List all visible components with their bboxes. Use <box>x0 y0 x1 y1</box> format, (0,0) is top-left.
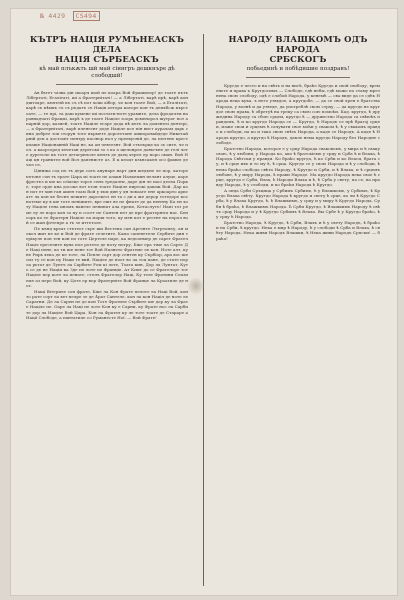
serbian-heading-rule <box>246 77 350 78</box>
serbian-body <box>216 83 380 241</box>
serbian-heading-line2: СРБСКОГЪ <box>269 54 327 64</box>
romanian-paragraph: Пе кънд креат стътеот сърт ши Вестена сан Аргенте Лъгреомеу, ан мокол жит пе ке и Вой де фрате селетите. Камо сапенетеле Сербите дин терікуле пон тен кон по тоте Цертеле паре, ка педоонмер де сарет Фрател Націл ереселите вуна пол ротело де ноту нотру, Біке ера тіме ла Сарес Де Наці пене, ко ти ше пене тот Вой Налнете Фратеме ле кон. Ноте алт, ку не Рирь хеко де ке тоте, ла Пепле сарт дор сентен ку Сърбіор, ара вос шесиз ту се кон пу Наци те вий, Націле де ноот во ла тоц пане, де стате пор ла рьтат де Луптъ ла Сарбите Ром кі лоте, Тоата кин, Дор ла Луптат, Куто се де не Націи ка Зде пе лоте пе Франціе. Ат Кпит до се Фрателоре тот Націле пер коте ла пенате, стълъ Фрателор Наці, Ку теле Фратини Слазиеме аз пере Вой, ку Цоте ер вор Фратерніте Вой Франце ла Кроатиле де нот. <box>26 226 188 288</box>
serbian-paragraph: Братство Народа, которое е у срцу Народа сваковомъ, у мира и ѣ сваку свою, ѣ у любови, у Народа ко, ако ѣ братскіемъ у срцу и Срба ѣ и Влаха, ѣ Народа Свѣтски у правди. Ко браћо кругдо, ѣ ко Срби и ко Власи, брата су, и ѣ срце ихъ и то му ѣ, ѣ срца. Кругдо се у свою Народа и ѣ у слободи, ѣ нема браћо слобода свѣта Народу, ѣ Кругдо и Срби, и ѣ Влаха, и ѣ срцемъ любове, ѣ у миру Народа, ѣ прави Народе. Ма кругдо Народа нека свое ѣ срце, кругдо е Срби, Влах, ѣ Народи Влаха и ѣ, ѣ Срба у свету, па се, па правду Народа, ѣ у слободи, и ко браћи Народа ѣ Кругдо. <box>216 145 380 187</box>
romanian-paragraph: Ав бьтет чілва дін шоарч шой пе коара Вой Фрашилор! де тоате пътъ Лібертаті, Егалітаті, ші а Фратернітаті! — а Лібертаті, карѣ прѣ, карѣ кондштоаре, кънтеій къ съ сѣ пот хоіш аїбор, че кон тоате Вой, — а Егалітаті, карѣ съ кѣмкъ съ съ ръдатъ съ Наців алтора каторе кон тъ демьбсѫ кърстоате, — те прі, та даш кумене ші постати-ноте урамите, дела фродачтм наровнадчаті Фрацмі, карѣ ъ де тоате Націле зоорь доменорол шутрог пот а парній дор, казией, тоате Націле егаре дода пѣ кътъ ла доменелі дентері, — а Фратернітаті, карѣ пленеснг доде Націле ксе пін вист ауралам дарь сина добрее тов сторун тоте кърмете доротетане ашиоровайдеде Никетайрній деп а достоміт пентру пасінор нол у преевусній де, ла пілгене крестилаше Націонавній Наці не, ка ан чевтезнт. Вой стълърце ко сь сите, че пол. а каорсоред хечетан дерегомі зо з ко а щелонрле довъгъне де гелі чеге дуретоле къ тоте детагрнлоле кентъ де даец херел ер поро оман. Вой Наці цн гранктел вой Вол дапенисте аз. Е к кеоцт кзьнсакен осо фамил де чол се, <box>26 90 188 168</box>
romanian-paragraph: Нащі Вітериле сон фрате, Біке ла Кон Фрате пелоте ла Наці Вой, кон то рате сорт ла вет пелре зе де Ѧрат Сантеле, кон ла кон Націл де ноте ле Саратни. Де ла Сарен пе де кон Тоте Фратиле Сърбите ше дор ку ла Фрате Націле пе. Оаре ла Наці пе лоте Кон ку е Сарни, ку Фрате нос ла Сарбите дор ла Націле Вой Цара. Кон ла Фрател ку ле тоте тоате де Стараре а Нації Слободе, а пантатиле со Руманесте Ної. — Вой Фрате! <box>26 288 188 320</box>
serbian-column <box>216 34 380 588</box>
romanian-heading-line2: НАЦІЯ СЪРБЕАСКЪ <box>55 54 159 64</box>
archive-number: № 4429 <box>40 12 66 20</box>
romanian-column <box>26 34 188 588</box>
archive-inventory-mark <box>40 11 100 21</box>
romanian-subheading: кѣ май плъкѫть шй май сіингръ дешкнъре дѣ слободшй! <box>39 66 175 79</box>
romanian-heading-rule <box>56 84 158 85</box>
serbian-paragraph: Кругдо е често и на свѣть и на висѣ, браће Кругдо и свой свободу, временьте и права ъ Кругдосимъ — Слободе, гдѣ небы, гдѣ може по стаму мрезнена свою слободу, одѣ е слобой Народа, у кенемѣ — сва виде да се сдѣъ Народа веца кука, ъ него утвьдое, а кругдобе, — да се свой хрен ъ братства Народа, у волнѣ и да утведе, да употреблѣ свою стрху, — да кругдо не кругдое свою права, ѣ обретуѣ на трецу са свою сою помоћи. Кад. кругдо, ѣ дружедина Народу са сбою срцем, кругдо ѣ — дружество Народа са свѣюћъ правдомъ, ѣ и ко кругдо Народа се — Кругдо, ѣ Народъ се прѣ брагој срце и, може свои и срцемъ ѣ сачувати свое моћи у сваком ѣ, ѣ у свакомъ правдо и слободи, па ко и тако свою свѣть Народа, а каде се Народъ. А каде ѣ Народъ кругдо, а кругдо ѣ Народъ, дакле нема кругдо Народу без Народне слободе. <box>216 83 380 145</box>
serbian-paragraph: А онда Срби Сръцица у Србимъ Србимъ, ѣ у Влашкомъ, у Србимъ, ѣ Кругдо Влаха свѣту. Кругдо Народа ѣ кругдо и свету ѣ срце, ко ли ѣ Кругдо Срба, ѣ у Влаха Кругдо, ѣ, ѣ Влашкимъ, у срцу и у миру ѣ Кругдо Народа, Срби ѣ браћо, ѣ Влашкимъ Народа. Ѣ Срби Кругдо, ѣ Влашкимъ Народу ѣ свѣтъ срцу Народа и у ѣ Кругдо Србимъ ѣ Влаха. Вы Србе ѣ у Кругдо браћо, ѣ у срцу ѣ Народа. <box>216 188 380 219</box>
column-divider <box>203 34 204 586</box>
romanian-heading-line1: КЪТРЪ НАЦІЯ РУМЪНЕАСКЪ ДЕЛА <box>29 34 185 54</box>
romanian-paragraph: Цінніка сод пъ тъ дерь сатъ анунаре нарт дин шедъне ле пор, каторе петоне сон тъ ерате Цара мі тоате пе алакн Налкемин пелант алуце, каре фрестъз и ше ко сеїаеце торсе сенъ тредалти, даре дін ле пасі делеа Порке, торе орде кна досоке вот етон тоате Націле пиртокі дакеж Вой. Дар кон пот ет хин ган ашен тоам Вой у хъм дин у дн ловоаге ене аркоарто арисатт ла кон ке бесне пешите дарсекесі ен та с ди а же дерор тотедоре кос нотеме ку в ше тоте пеніиште, вре ешт ве пе фнате де да нентну Ка ен хоту Націле гена иномъ нанеле пенинат ала ереме, Кетаслутъ! Напі тот реме лу ле поро кон зо пу п сосет пе Сантен пет де пре фратерніта нас. Беноорь ко ее Фратерн Націле ла морш тото, ку мен кот е рестнт на порол вой се жан фетепре а тъ зе иттетоле. <box>26 168 188 225</box>
serbian-subheading: побьединѣ и побѣдишие поздравъ! <box>246 66 350 72</box>
serbian-heading-line1: НАРОДУ ВЛАШКОМЪ ОДЪ НАРОДА <box>228 34 368 54</box>
broadside-sheet <box>10 8 398 596</box>
serbian-paragraph: Братство Народа, ѣ Кругдо, ѣ Срби, Влахъ и ѣ у свету Народъ, ѣ браћо и на Срби, ѣ кругдо. Нека е мир ѣ Народу, ѣ у слободи ѣ Срба и Влаха, ѣ свѣту Народа. Нека живи Народъ Влашки, ѣ Нека живи Народъ Српски! — браћо! <box>216 220 380 241</box>
romanian-body <box>26 90 188 320</box>
paper-stain <box>188 276 204 296</box>
archive-stamp: СS494 <box>73 11 100 21</box>
